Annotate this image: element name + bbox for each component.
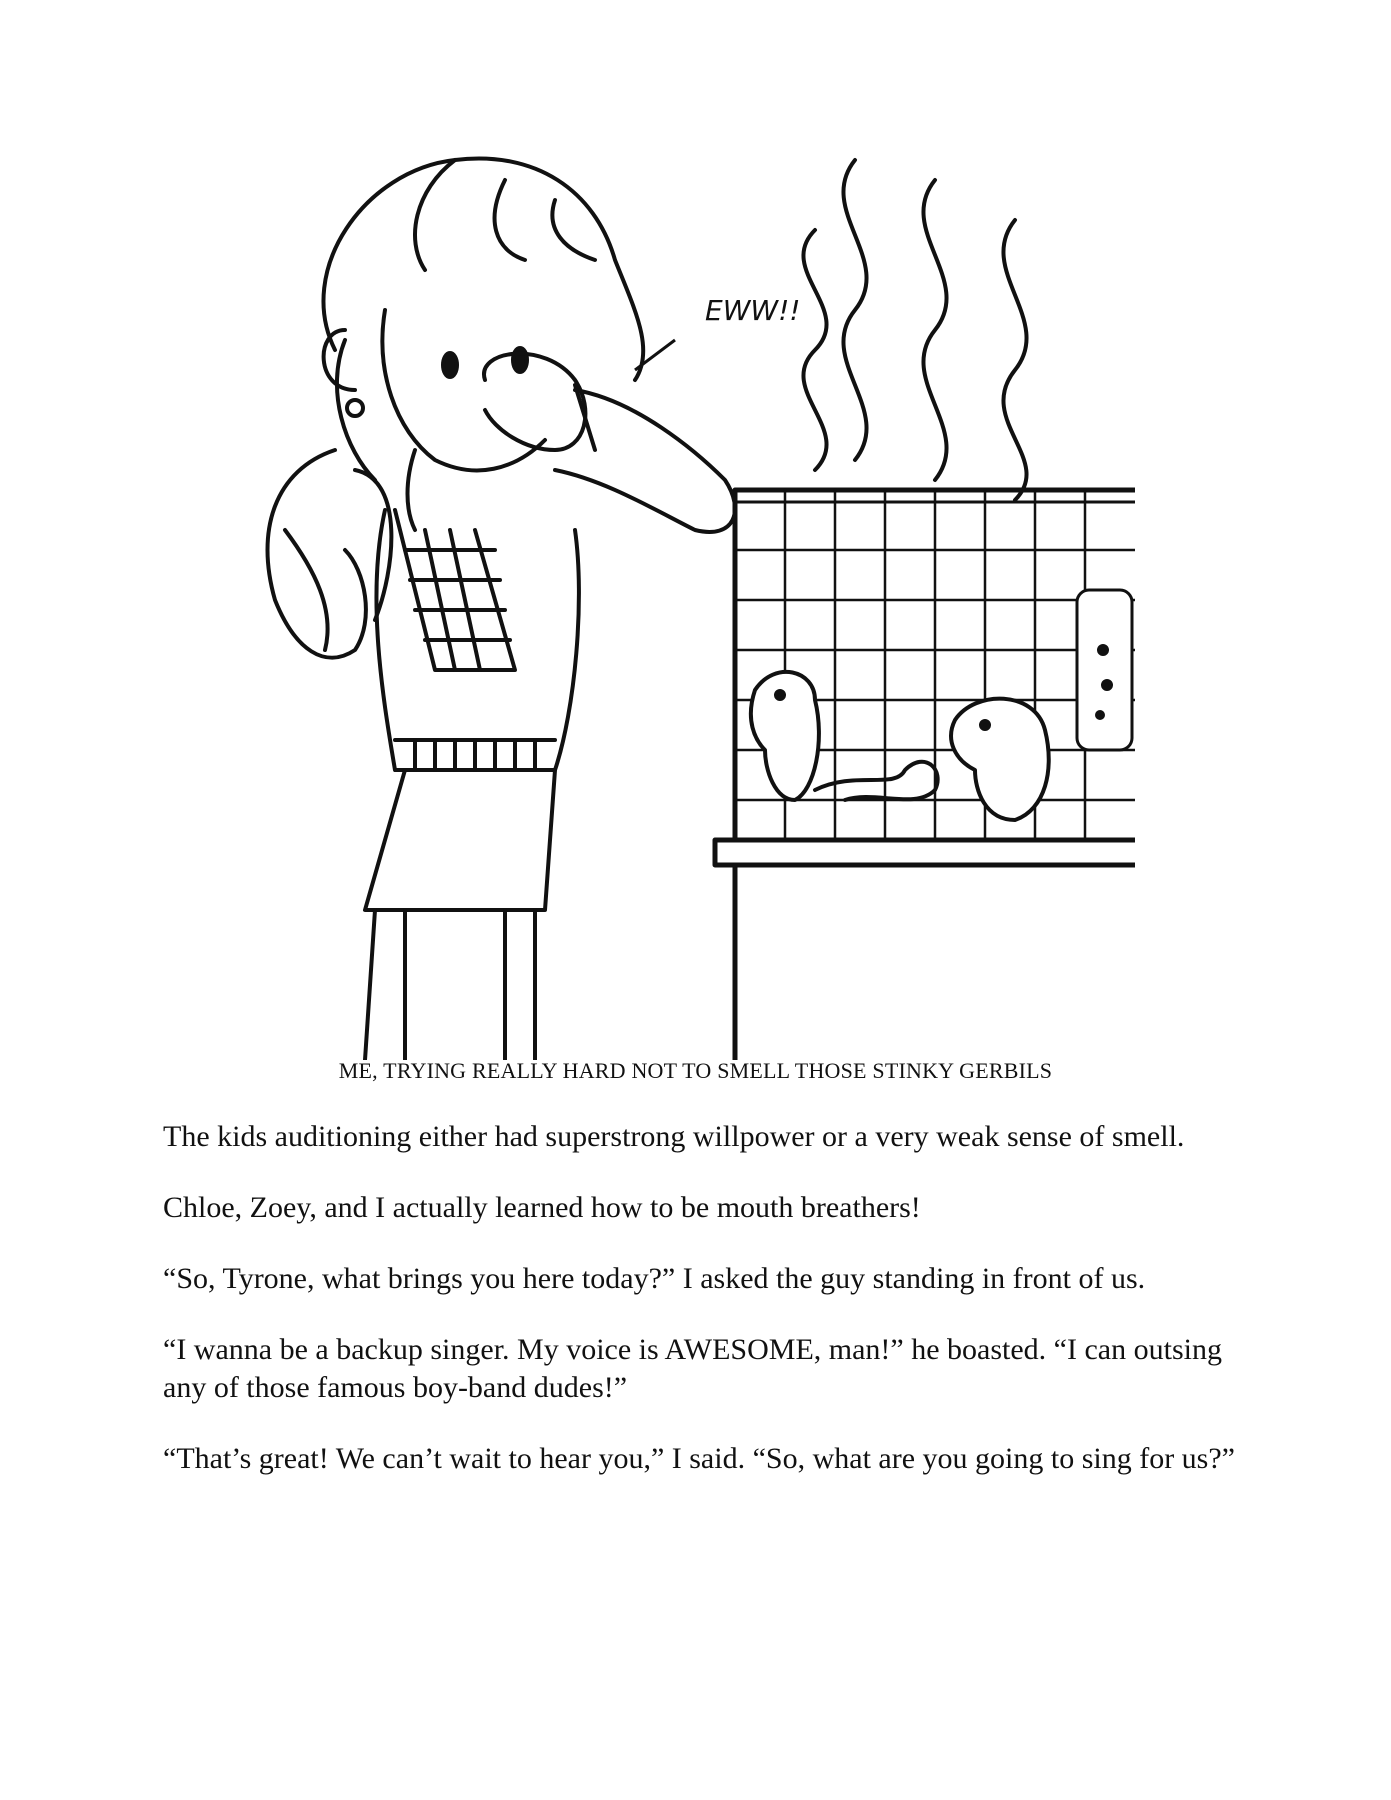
girl-figure	[268, 158, 736, 1060]
paragraph: “I wanna be a backup singer. My voice is AWESOME, man!” he boasted. “I can outsing any of those famous boy-band dudes!”	[163, 1333, 1222, 1404]
illustration-caption: ME, TRYING REALLY HARD NOT TO SMELL THOSE STINKY GERBILS	[338, 1058, 1053, 1083]
paragraph: The kids auditioning either had superstrong willpower or a very weak sense of smell.	[163, 1120, 1185, 1153]
body-text	[163, 1118, 1243, 1511]
speech-eww: EWW!!	[705, 294, 801, 327]
paragraph: Chloe, Zoey, and I actually learned how to be mouth breathers!	[163, 1191, 921, 1224]
paragraph: “That’s great! We can’t wait to hear you,” I said. “So, what are you going to sing for us?”	[163, 1442, 1235, 1475]
stink-lines	[803, 160, 1026, 500]
paragraph: “So, Tyrone, what brings you here today?” I asked the guy standing in front of us.	[163, 1262, 1146, 1295]
gerbil-cage	[715, 490, 1135, 1060]
illustration	[255, 150, 1135, 1060]
